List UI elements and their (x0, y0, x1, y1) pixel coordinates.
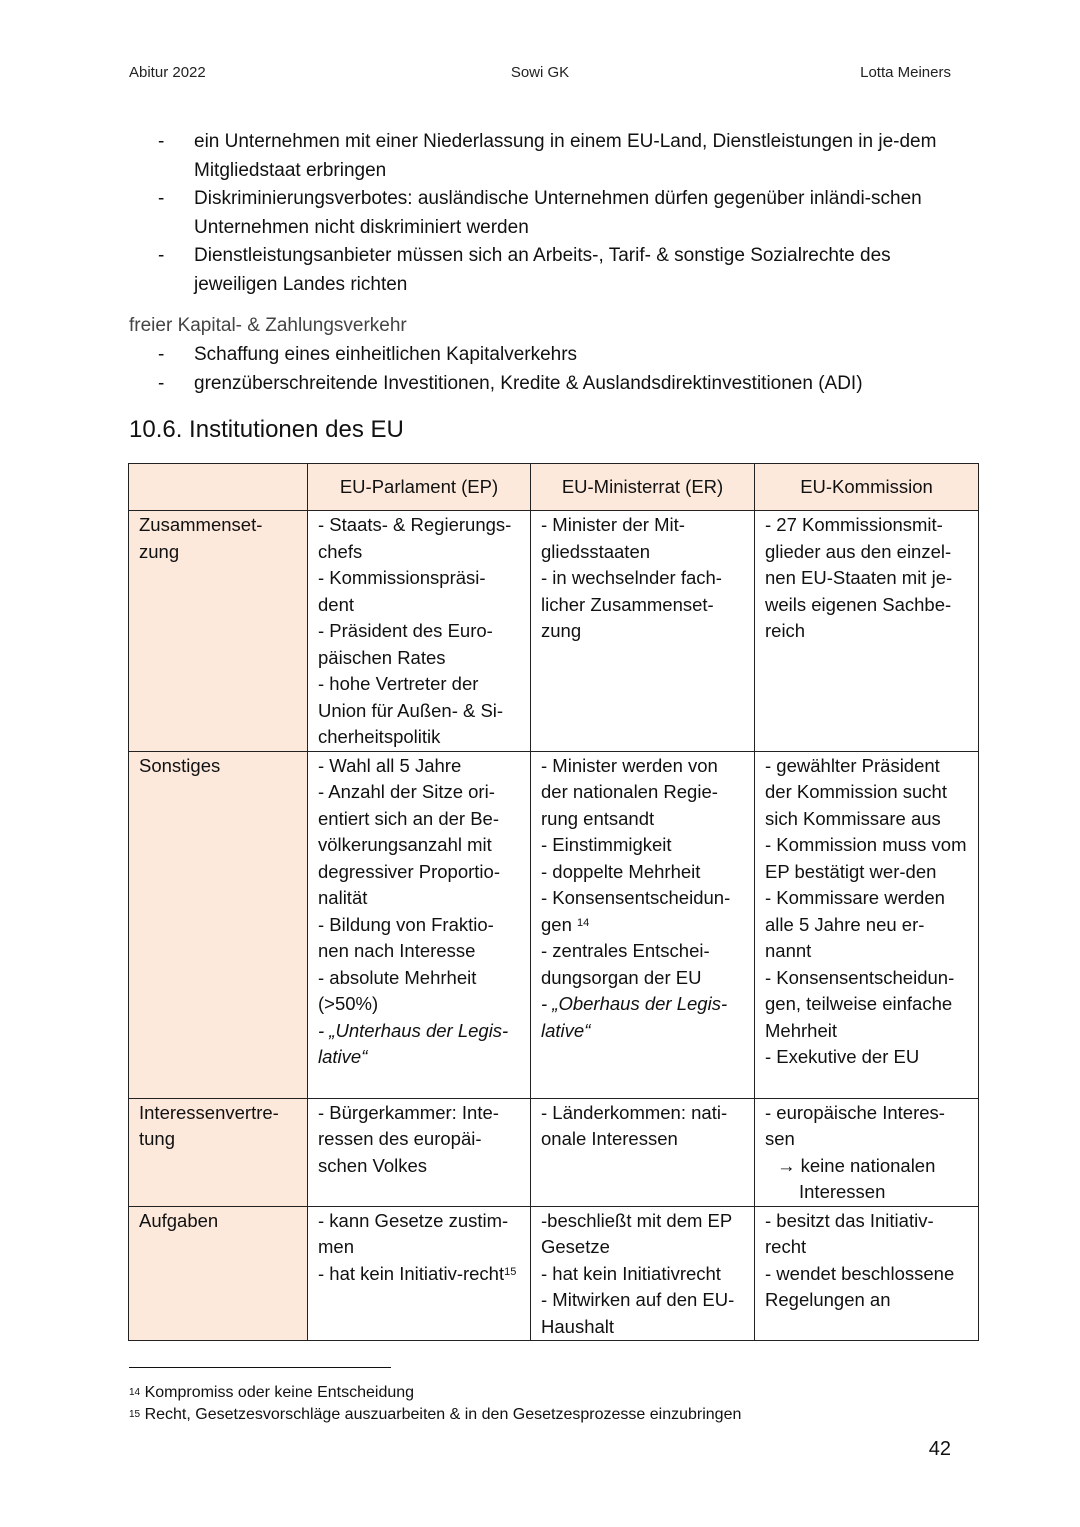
footnote-divider (129, 1367, 391, 1368)
cell-line: - „Oberhaus der Legis-lative“ (541, 993, 728, 1041)
cell-line: - Kommissionspräsi-dent (318, 567, 486, 615)
header-center: Sowi GK (510, 64, 570, 81)
footnote-text: Kompromiss oder keine Entscheidung (144, 1384, 415, 1401)
cell-line: - absolute Mehrheit (>50%) (318, 966, 477, 1014)
cell-line: - Kommissare werden alle 5 Jahre neu er-nannt (765, 887, 945, 961)
cell-line: - Bildung von Fraktio-nen nach Interesse (318, 913, 494, 961)
table-cell (755, 1206, 979, 1341)
cell-line: - europäische Interes-sen (765, 1101, 945, 1149)
footnote (129, 1382, 741, 1404)
footnote (129, 1404, 741, 1426)
table-cell (755, 511, 979, 752)
cell-line: - wendet beschlossene Regelungen an (765, 1262, 955, 1310)
header-right: Lotta Meiners (860, 64, 951, 81)
row-header: Sonstiges (129, 751, 308, 1098)
arrow-line: → keine nationalen (777, 1154, 936, 1176)
cell-line: - in wechselnder fach-licher Zusammenset-zung (541, 567, 722, 641)
footnote-ref[interactable]: 15 (504, 1265, 517, 1278)
header-left: Abitur 2022 (129, 64, 206, 81)
page-header (129, 64, 951, 86)
bullet-item: - Diskriminierungsverbotes: ausländische Unternehmen dürfen gegenüber inländi-schen Unternehmen nicht diskriminiert werden (158, 185, 948, 242)
cell-line: - hat kein Initiativrecht (541, 1262, 721, 1284)
cell-line: - Minister der Mit-gliedsstaaten (541, 514, 685, 562)
subheading-capital: freier Kapital- & Zahlungsverkehr (129, 315, 407, 336)
cell-line: - Einstimmigkeit (541, 834, 672, 855)
footnotes (129, 1382, 741, 1426)
table-cell (531, 751, 755, 1098)
table-cell (531, 1098, 755, 1206)
table-header-row (129, 464, 979, 511)
table-cell (308, 1206, 531, 1341)
table-row (129, 1098, 979, 1206)
cell-line: - doppelte Mehrheit (541, 860, 701, 882)
service-bullet-list (158, 128, 948, 299)
cell-line: - Kommission muss vom EP bestätigt wer-den (765, 834, 967, 882)
cell-line: - „Unterhaus der Legis-lative“ (318, 1019, 509, 1067)
cell-line: - Bürgerkammer: Inte-ressen des europäi-schen Volkes (318, 1101, 499, 1176)
table-row (129, 511, 979, 752)
cell-line (541, 885, 744, 938)
table-cell (531, 1206, 755, 1341)
row-header: Interessenvertre-tung (129, 1098, 308, 1206)
cell-line: - 27 Kommissionsmit-glieder aus den einzel-nen EU-Staaten mit je-weils eigenen Sachbe-reich (765, 514, 953, 641)
table-cell (755, 751, 979, 1098)
cell-line: Interessen (799, 1181, 886, 1202)
cell-line: - kann Gesetze zustim-men (318, 1209, 509, 1257)
initiative-text: - hat kein Initiativ-recht (318, 1262, 505, 1284)
row-header: Zusammenset-zung (129, 511, 308, 752)
cell-line: - Konsensentscheidun-gen, teilweise einfache Mehrheit (765, 966, 955, 1041)
cell-line: - Exekutive der EU (765, 1046, 920, 1067)
column-header: EU-Parlament (EP) (308, 464, 531, 511)
table-row (129, 1206, 979, 1341)
cell-line: - gewählter Präsident der Kommission sucht sich Kommissare aus (765, 754, 947, 829)
footnote-number: 15 (129, 1409, 141, 1420)
cell-line: - zentrales Entschei-dungsorgan der EU (541, 940, 710, 988)
cell-line (318, 1261, 520, 1288)
cell-line: - Länderkommen: nati-onale Interessen (541, 1101, 728, 1149)
cell-line: - Präsident des Euro-päischen Rates (318, 620, 493, 668)
cell-line: -beschließt mit dem EP Gesetze (541, 1209, 732, 1257)
bullet-item: - Schaffung eines einheitlichen Kapitalverkehrs (158, 341, 948, 370)
bullet-item: - ein Unternehmen mit einer Niederlassung in einem EU-Land, Dienstleistungen in je-dem Mitgliedstaat erbringen (158, 128, 948, 185)
capital-bullet-list (158, 341, 948, 398)
section-title: 10.6. Institutionen des EU (129, 416, 404, 443)
table-cell (308, 511, 531, 752)
table-corner-cell (129, 464, 308, 511)
cell-line: - hohe Vertreter der Union für Außen- & Si-cherheitspolitik (318, 673, 504, 747)
cell-line: - besitzt das Initiativ-recht (765, 1209, 934, 1257)
cell-line: - Anzahl der Sitze ori-entiert sich an der Be-völkerungsanzahl mit degressiver Proportio-nalität (318, 781, 500, 908)
page-number: 42 (928, 1438, 951, 1460)
cell-line: - Wahl all 5 Jahre (318, 754, 462, 776)
row-header: Aufgaben (129, 1206, 308, 1341)
column-header: EU-Kommission (755, 464, 979, 511)
cell-line: - Mitwirken auf den EU-Haushalt (541, 1289, 735, 1337)
footnote-ref[interactable]: 14 (577, 916, 590, 929)
table-cell (308, 751, 531, 1098)
footnote-text: Recht, Gesetzesvorschläge auszuarbeiten & in den Gesetzesprozesse einzubringen (144, 1406, 742, 1423)
table-cell (531, 511, 755, 752)
table-row (129, 751, 979, 1098)
table-cell (755, 1098, 979, 1206)
cell-line: - Minister werden von der nationalen Regie-rung entsandt (541, 754, 718, 829)
footnote-number: 14 (129, 1387, 141, 1398)
institutions-table (128, 463, 979, 1341)
bullet-item: - Dienstleistungsanbieter müssen sich an Arbeits-, Tarif- & sonstige Sozialrechte des jeweiligen Landes richten (158, 242, 948, 299)
table-cell (308, 1098, 531, 1206)
bullet-item: - grenzüberschreitende Investitionen, Kredite & Auslandsdirektinvestitionen (ADI) (158, 370, 948, 399)
cell-line: - Staats- & Regierungs-chefs (318, 514, 512, 562)
column-header: EU-Ministerrat (ER) (531, 464, 755, 511)
consensus-text: - Konsensentscheidun-gen (541, 887, 731, 935)
